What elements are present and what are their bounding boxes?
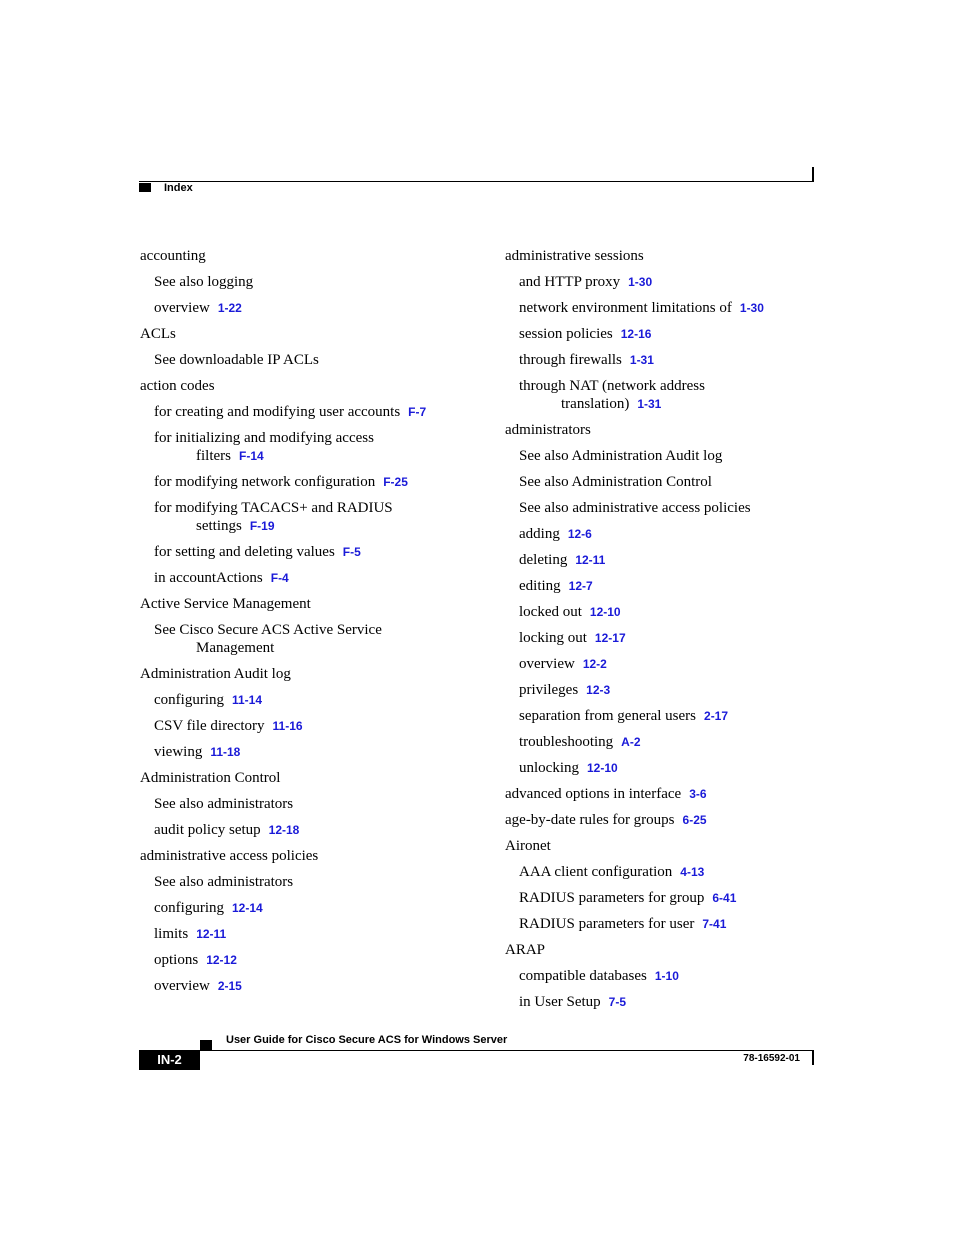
page-reference-link[interactable]: F-14 [239,449,264,463]
section-label: Index [164,182,193,194]
page-reference-link[interactable]: F-19 [249,519,275,533]
footer-rule [139,1050,814,1051]
entry-term: See also Administration Control [519,474,712,490]
entry-term: for creating and modifying user accounts [154,404,401,420]
header-rule [139,181,814,182]
entry-term: troubleshooting [519,734,614,750]
index-entry [140,769,490,787]
index-entry [140,717,490,735]
index-entry [140,273,490,291]
entry-term: locked out [519,604,582,620]
page-reference-link[interactable]: 12-11 [196,927,227,941]
doc-number: 78-16592-01 [743,1053,800,1064]
index-entry [140,325,490,343]
index-entry [140,691,490,709]
index-entry [505,273,835,291]
index-entry [505,499,835,517]
index-entry [505,629,835,647]
index-entry [505,655,835,673]
entry-term: for modifying network configuration [154,474,376,490]
entry-term: in User Setup [519,994,601,1010]
page-reference-link[interactable]: 1-31 [637,397,662,411]
entry-term: Active Service Management [140,596,311,612]
page-reference-link[interactable]: 12-10 [587,761,618,775]
index-column-left [140,247,490,1003]
entry-continuation-text: Management [196,640,275,656]
index-entry [505,993,835,1011]
entry-continuation-text: filters [196,448,231,464]
page-reference-link[interactable]: A-2 [621,735,641,749]
index-entry [505,525,835,543]
page-reference-link[interactable]: 12-17 [594,631,626,645]
header-tick [812,167,814,182]
index-entry [140,743,490,761]
entry-term: viewing [154,744,203,760]
page-reference-link[interactable]: 2-15 [217,979,242,993]
entry-term: advanced options in interface [505,786,682,802]
page-reference-link[interactable]: 11-14 [231,693,263,707]
entry-term: deleting [519,552,568,568]
entry-continuation-text: translation) [561,396,630,412]
index-entry [505,967,835,985]
entry-term: separation from general users [519,708,697,724]
index-entry [505,915,835,933]
index-entry [140,247,490,265]
entry-continuation [154,447,490,465]
index-entry [140,595,490,613]
index-entry [505,837,835,855]
entry-term: adding [519,526,560,542]
index-entry [505,681,835,699]
guide-title: User Guide for Cisco Secure ACS for Windows Server [226,1034,508,1046]
index-entry [140,499,490,535]
index-entry [505,707,835,725]
page-reference-link[interactable]: 1-22 [217,301,242,315]
entry-term: through NAT (network address [519,378,705,394]
page-reference-link[interactable]: 12-12 [206,953,237,967]
index-entry [505,941,835,959]
page-reference-link[interactable]: 6-41 [712,891,737,905]
entry-term: administrative sessions [505,248,644,264]
index-entry [505,863,835,881]
entry-term: CSV file directory [154,718,265,734]
index-entry [140,543,490,561]
footer-marker [200,1040,212,1050]
index-entry [505,785,835,803]
page-number: IN-2 [139,1050,200,1070]
index-entry [140,795,490,813]
page-reference-link[interactable]: 11-16 [272,719,303,733]
index-entry [140,899,490,917]
page-reference-link[interactable]: 12-2 [582,657,607,671]
page-reference-link[interactable]: 12-11 [575,553,606,567]
entry-term: limits [154,926,189,942]
index-entry [505,759,835,777]
page-reference-link[interactable]: 12-18 [268,823,300,837]
entry-term: Administration Control [140,770,281,786]
entry-term: unlocking [519,760,579,776]
entry-term: configuring [154,692,224,708]
index-entry [140,977,490,995]
index-entry [140,377,490,395]
entry-term: AAA client configuration [519,864,673,880]
index-entry [140,821,490,839]
entry-term: See also administrators [154,796,294,812]
page-reference-link[interactable]: 4-13 [680,865,705,879]
index-entry [505,889,835,907]
index-entry [140,621,490,657]
index-entry [505,551,835,569]
entry-term: Aironet [505,838,551,854]
page-reference-link[interactable]: 12-6 [567,527,592,541]
index-entry [505,299,835,317]
index-entry [505,447,835,465]
page-reference-link[interactable]: F-25 [383,475,408,489]
entry-term: for initializing and modifying access [154,430,374,446]
entry-term: options [154,952,199,968]
index-entry [140,847,490,865]
entry-term: overview [154,300,210,316]
entry-term: through firewalls [519,352,622,368]
index-entry [505,811,835,829]
entry-term: for setting and deleting values [154,544,335,560]
index-entry [505,577,835,595]
index-entry [505,247,835,265]
index-entry [505,377,835,413]
entry-term: for modifying TACACS+ and RADIUS [154,500,393,516]
header-marker [139,183,151,192]
entry-term: overview [154,978,210,994]
index-entry [505,325,835,343]
page-reference-link[interactable]: 3-6 [689,787,707,801]
entry-term: configuring [154,900,224,916]
entry-term: See also administrative access policies [519,500,751,516]
page-reference-link[interactable]: 12-3 [586,683,611,697]
page-reference-link[interactable]: 12-10 [589,605,621,619]
index-entry [505,603,835,621]
page-reference-link[interactable]: 7-5 [608,995,627,1009]
page-reference-link[interactable]: 1-31 [629,353,654,367]
entry-continuation [154,517,490,535]
index-column-right [505,247,835,1019]
entry-term: See also Administration Audit log [519,448,723,464]
entry-term: editing [519,578,561,594]
entry-continuation [154,639,490,657]
index-entry [140,403,490,421]
page-reference-link[interactable]: 7-41 [702,917,727,931]
page-reference-link[interactable]: 1-10 [654,969,679,983]
entry-term: RADIUS parameters for group [519,890,705,906]
entry-term: See also logging [154,274,254,290]
index-entry [505,421,835,439]
index-entry [140,429,490,465]
entry-term: network environment limitations of [519,300,732,316]
index-entry [140,925,490,943]
entry-term: administrators [505,422,591,438]
page-reference-link[interactable]: 12-14 [231,901,263,915]
page-reference-link[interactable]: 2-17 [704,709,729,723]
page-reference-link[interactable]: 12-16 [620,327,652,341]
entry-term: session policies [519,326,613,342]
index-entry [140,299,490,317]
page-reference-link[interactable]: 1-30 [739,301,764,315]
page-reference-link[interactable]: F-5 [342,545,361,559]
entry-term: See downloadable IP ACLs [154,352,319,368]
page-reference-link[interactable]: 12-7 [568,579,593,593]
index-entry [505,473,835,491]
page-reference-link[interactable]: 11-18 [210,745,241,759]
entry-term: and HTTP proxy [519,274,621,290]
entry-term: privileges [519,682,579,698]
index-entry [505,733,835,751]
index-entry [140,665,490,683]
entry-term: age-by-date rules for groups [505,812,675,828]
footer-tick [812,1050,814,1065]
entry-term: See also administrators [154,874,294,890]
index-entry [505,351,835,369]
entry-continuation [519,395,835,413]
index-entry [140,473,490,491]
entry-term: overview [519,656,575,672]
entry-term: Administration Audit log [140,666,291,682]
index-entry [140,351,490,369]
entry-term: See Cisco Secure ACS Active Service [154,622,382,638]
entry-term: RADIUS parameters for user [519,916,695,932]
page-reference-link[interactable]: 1-30 [628,275,653,289]
entry-term: action codes [140,378,215,394]
entry-term: locking out [519,630,587,646]
index-entry [140,951,490,969]
entry-continuation-text: settings [196,518,242,534]
page-reference-link[interactable]: F-4 [270,571,289,585]
entry-term: ACLs [140,326,176,342]
entry-term: administrative access policies [140,848,319,864]
page-reference-link[interactable]: 6-25 [682,813,707,827]
entry-term: ARAP [505,942,546,958]
index-entry [140,873,490,891]
entry-term: compatible databases [519,968,647,984]
index-entry [140,569,490,587]
entry-term: audit policy setup [154,822,261,838]
entry-term: accounting [140,248,206,264]
entry-term: in accountActions [154,570,263,586]
page-reference-link[interactable]: F-7 [408,405,427,419]
